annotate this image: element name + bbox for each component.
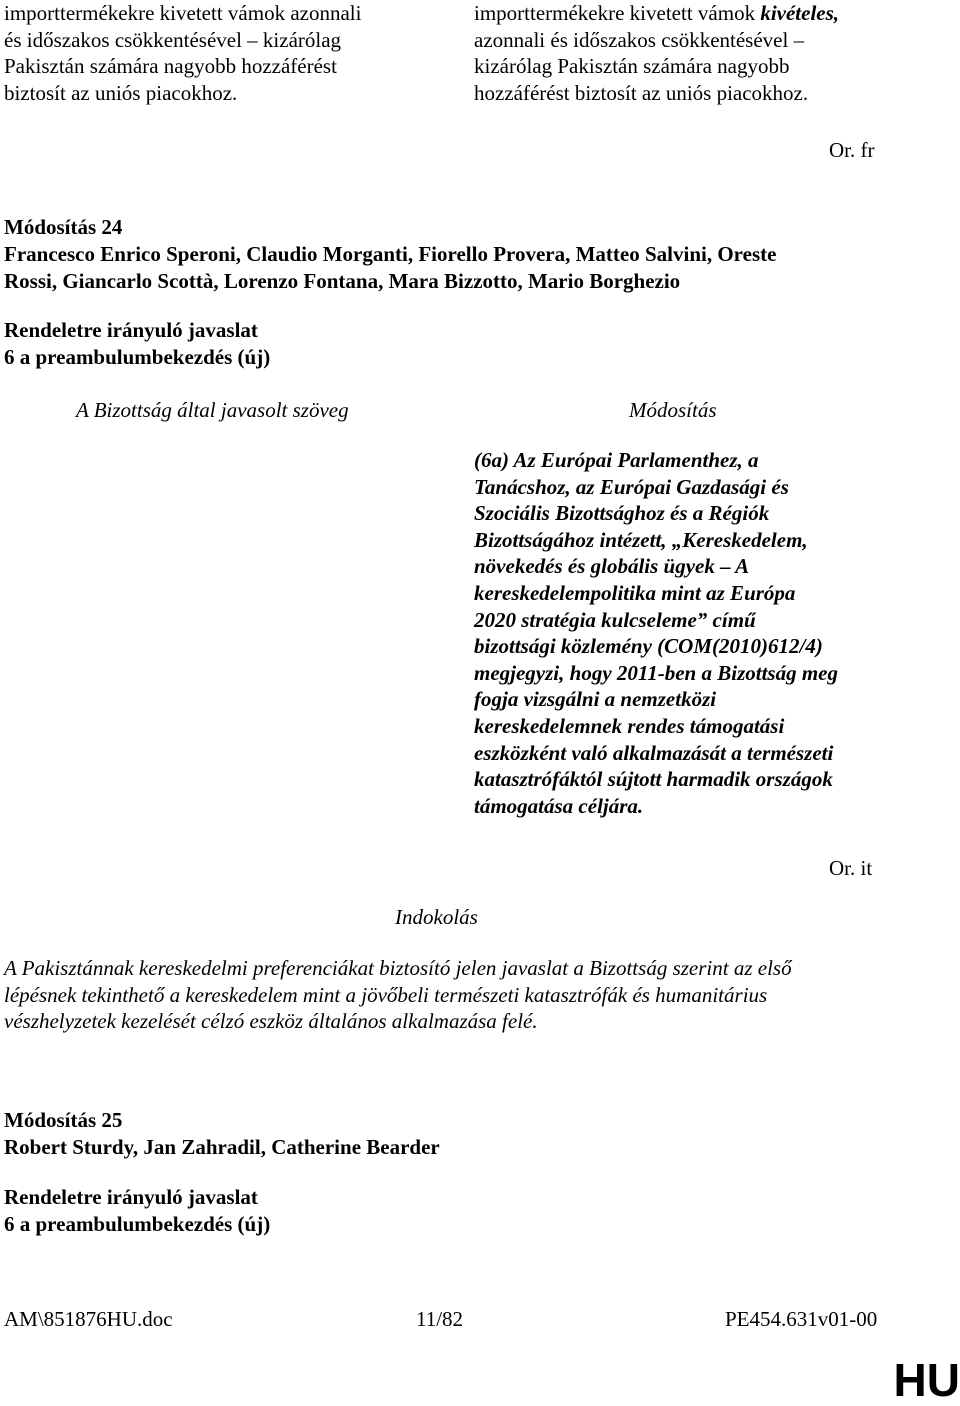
amendment-line: fogja vizsgálni a nemzetközi [474,687,717,712]
amendment-line: (6a) Az Európai Parlamenthez, a [474,448,759,472]
amendment-line: kereskedelempolitika mint az Európa [474,580,796,605]
amendment-25-authors: Robert Sturdy, Jan Zahradil, Catherine Bearder [4,1135,440,1159]
amendment-line: kereskedelemnek rendes támogatási [474,713,785,738]
footer-pe-reference: PE454.631v01-00 [725,1307,878,1331]
proposal-type: Rendeletre irányuló javaslat [4,1185,258,1209]
amendment-line: Bizottságához intézett, „Kereskedelem, [474,527,808,552]
proposal-type: Rendeletre irányuló javaslat [4,318,258,342]
footer-page-number: 11/82 [416,1307,464,1331]
top-right-column [474,0,894,106]
text-line: hozzáférést biztosít az uniós piacokhoz. [474,80,809,105]
origin-language-fr: Or. fr [829,138,875,162]
authors-line: Rossi, Giancarlo Scottà, Lorenzo Fontana, Mara Bizzotto, Mario Borghezio [4,268,681,293]
justification-text [4,955,792,1035]
justification-line: A Pakisztánnak kereskedelmi preferenciákat biztosító jelen javaslat a Bizottság szerint az első [4,956,792,980]
justification-heading: Indokolás [395,905,478,929]
text-line: azonnali és időszakos csökkentésével – [474,27,805,52]
amendment-25-title: Módosítás 25 [4,1108,123,1132]
amendment-line: Tanácshoz, az Európai Gazdasági és [474,474,789,499]
amendment-line: bizottsági közlemény (COM(2010)612/4) [474,634,823,659]
text-line: importtermékekre kivetett vámok azonnali [4,1,362,25]
language-code: HU [893,1354,960,1406]
text-line [474,0,894,27]
amendment-24-authors [4,241,776,294]
recital-reference: 6 a preambulumbekezdés (új) [4,345,271,369]
authors-line: Francesco Enrico Speroni, Claudio Morganti, Fiorello Provera, Matteo Salvini, Oreste [4,242,777,266]
justification-line: vészhelyzetek kezelését célzó eszköz általános alkalmazása felé. [4,1009,538,1034]
recital-reference: 6 a preambulumbekezdés (új) [4,1212,271,1236]
amendment-line: Szociális Bizottsághoz és a Régiók [474,501,770,526]
justification-line: lépésnek tekinthető a kereskedelem mint a jövőbeli természeti katasztrófák és humanitárius [4,982,768,1007]
top-left-column [4,0,424,106]
text-line: biztosít az uniós piacokhoz. [4,80,238,105]
text-line: kizárólag Pakisztán számára nagyobb [474,54,790,79]
commission-text-header: A Bizottság által javasolt szöveg [76,398,349,422]
amendment-line: 2020 stratégia kulcseleme” című [474,607,756,632]
emphasis-text: kivételes, [760,1,840,25]
amendment-header: Módosítás [629,398,717,422]
text-line: és időszakos csökkentésével – kizárólag [4,27,342,52]
text-fragment: importtermékekre kivetett vámok [474,1,761,25]
amendment-text [474,447,894,819]
origin-language-it: Or. it [829,856,873,880]
amendment-24-title: Módosítás 24 [4,215,123,239]
footer-doc-reference: AM\851876HU.doc [4,1307,173,1331]
amendment-line: növekedés és globális ügyek – A [474,554,750,579]
amendment-line: katasztrófáktól sújtott harmadik országok [474,767,833,792]
amendment-line: támogatása céljára. [474,793,644,818]
amendment-line: megjegyzi, hogy 2011-ben a Bizottság meg [474,660,838,685]
amendment-line: eszközként való alkalmazását a természeti [474,740,834,765]
text-line: Pakisztán számára nagyobb hozzáférést [4,54,337,79]
